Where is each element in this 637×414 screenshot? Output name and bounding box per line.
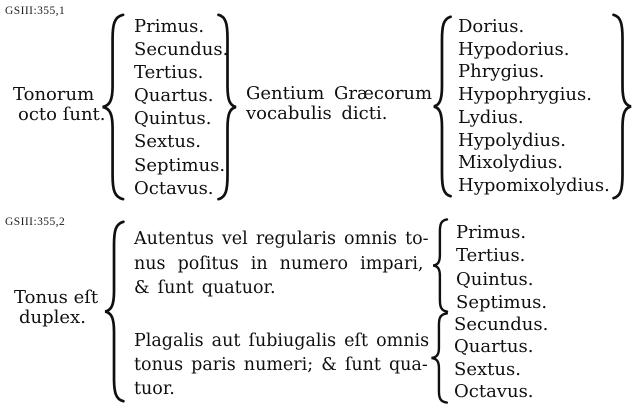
- list-item: Primus.: [134, 16, 205, 37]
- authentic-definition: [134, 227, 429, 301]
- list-item: Septimus.: [456, 292, 548, 314]
- tonus-duplex-heading: [14, 288, 98, 327]
- list-item: Secundus.: [454, 314, 549, 335]
- list-item: Hypophrygius.: [458, 84, 592, 106]
- list-item: Quartus.: [134, 85, 214, 107]
- left-brace-icon: [98, 12, 126, 202]
- plagal-tones-list: [454, 314, 548, 404]
- list-item: Primus.: [456, 222, 527, 243]
- list-item: Sextus.: [454, 358, 521, 380]
- right-brace-icon: [216, 12, 240, 202]
- list-item: Lydius.: [458, 106, 524, 128]
- list-item: Quintus.: [134, 108, 212, 130]
- heading-line: octo ſunt.: [18, 103, 106, 125]
- caption-line: vocabulis dicti.: [246, 102, 388, 124]
- text-line: Autentus vel regularis omnis to-: [134, 229, 429, 249]
- text-line: tonus paris numeri; & ſunt qua-: [134, 354, 428, 375]
- authentic-tones-list: [456, 221, 547, 315]
- reference-label-2: GSIII:355,2: [5, 216, 66, 228]
- heading-line: duplex.: [19, 306, 86, 328]
- left-brace-icon: [428, 312, 449, 404]
- list-item: Secundus.: [134, 39, 229, 61]
- text-line: & ſunt quatuor.: [134, 278, 276, 299]
- list-item: Hypomixolydius.: [458, 174, 610, 196]
- list-item: Hypolydius.: [458, 129, 566, 151]
- left-brace-icon: [430, 218, 449, 313]
- list-item: Quartus.: [454, 336, 534, 358]
- list-item: Quintus.: [456, 268, 534, 290]
- tone-number-list: [134, 15, 228, 200]
- greek-name-list: [458, 16, 610, 198]
- list-item: Mixolydius.: [458, 152, 563, 174]
- tonorum-heading: [13, 85, 106, 124]
- heading-line: Tonus eſt: [14, 287, 99, 308]
- greek-vocabulary-caption: [246, 84, 432, 123]
- list-item: Octavus.: [454, 381, 534, 403]
- text-line: tuor.: [134, 378, 175, 399]
- list-item: Septimus.: [134, 154, 226, 176]
- caption-line: Gentium Græcorum: [246, 83, 433, 104]
- left-brace-icon: [430, 14, 453, 199]
- text-line: Plagalis aut ſubiugalis eſt omnis: [134, 331, 430, 351]
- reference-label-1: GSIII:355,1: [5, 5, 66, 17]
- right-brace-icon: [611, 12, 635, 201]
- list-item: Tertius.: [134, 62, 204, 84]
- text-line: nus poſitus in numero impari,: [134, 253, 424, 274]
- list-item: Tertius.: [456, 245, 526, 267]
- plagal-definition: [134, 330, 429, 401]
- list-item: Octavus.: [134, 177, 214, 199]
- list-item: Dorius.: [458, 16, 525, 37]
- heading-line: Tonorum: [13, 84, 95, 105]
- list-item: Hypodorius.: [458, 38, 570, 60]
- list-item: Phrygius.: [458, 61, 545, 83]
- list-item: Sextus.: [134, 131, 201, 153]
- left-brace-icon: [101, 219, 126, 404]
